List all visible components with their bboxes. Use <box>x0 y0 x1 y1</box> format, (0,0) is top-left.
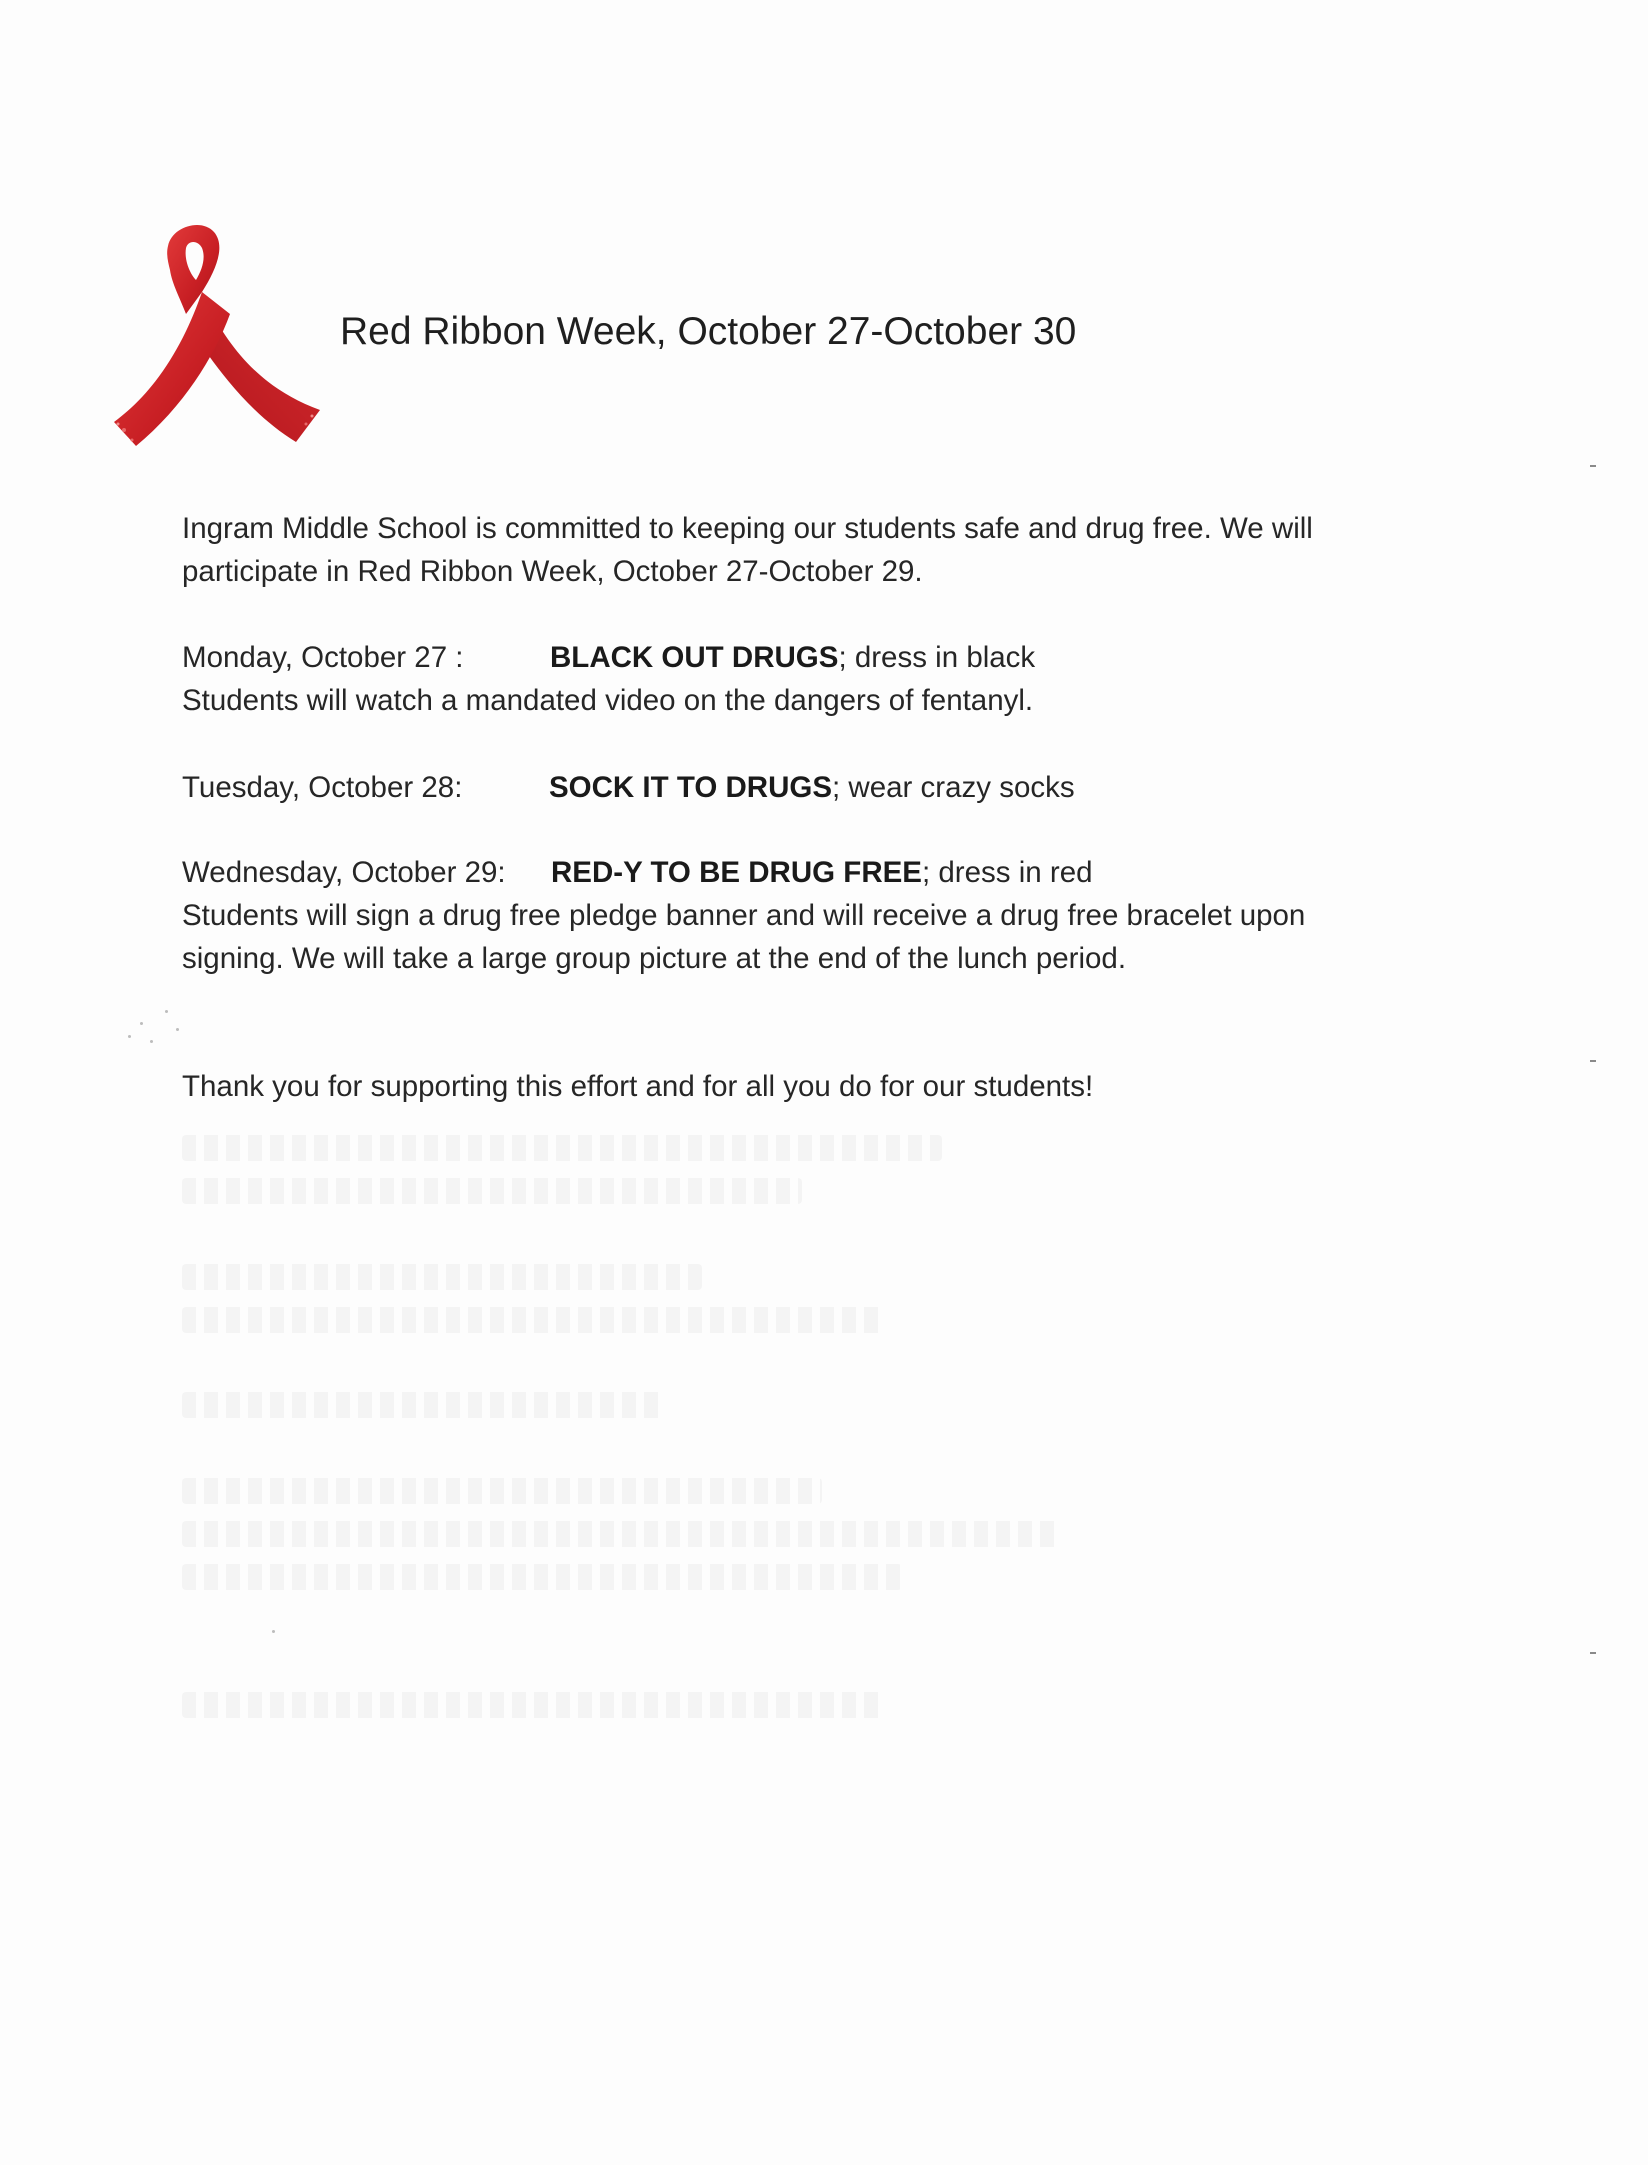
tuesday-row <box>182 766 1452 809</box>
bleed-through-line <box>182 1392 662 1418</box>
monday-section <box>182 636 1452 722</box>
intro-line-2: participate in Red Ribbon Week, October 27-October 29. <box>182 555 923 588</box>
scan-mark <box>1590 465 1596 467</box>
tuesday-section <box>182 766 1452 809</box>
bleed-through-line <box>182 1178 802 1204</box>
wednesday-note-2: signing. We will take a large group picture at the end of the lunch period. <box>182 942 1127 975</box>
monday-theme: BLACK OUT DRUGS <box>550 641 839 674</box>
wednesday-detail: ; dress in red <box>921 856 1093 889</box>
wednesday-row <box>182 851 1452 894</box>
wednesday-theme: RED-Y TO BE DRUG FREE <box>551 856 922 889</box>
bleed-through-line <box>182 1307 882 1333</box>
bleed-through-line <box>182 1478 822 1504</box>
bleed-through-line <box>182 1135 942 1161</box>
monday-label: Monday, October 27 : <box>182 641 464 674</box>
monday-row <box>182 636 1452 679</box>
tuesday-label: Tuesday, October 28: <box>182 771 463 804</box>
closing-thanks: Thank you for supporting this effort and for all you do for our students! <box>182 1070 1094 1103</box>
wednesday-label: Wednesday, October 29: <box>182 856 506 889</box>
page-title: Red Ribbon Week, October 27-October 30 <box>340 310 1077 353</box>
scan-speck <box>140 1022 143 1025</box>
scan-speck <box>272 1630 275 1633</box>
scan-speck <box>128 1035 131 1038</box>
intro-line-1: Ingram Middle School is committed to keeping our students safe and drug free. We will <box>182 512 1313 545</box>
bleed-through-line <box>182 1692 882 1718</box>
tuesday-detail: ; wear crazy socks <box>832 771 1075 804</box>
intro-paragraph <box>182 507 1452 593</box>
scan-speck <box>176 1028 179 1031</box>
wednesday-note-1: Students will sign a drug free pledge banner and will receive a drug free bracelet upon <box>182 899 1306 932</box>
red-ribbon-icon <box>110 218 325 450</box>
bleed-through-line <box>182 1564 902 1590</box>
scan-speck <box>150 1040 153 1043</box>
scan-mark <box>1590 1060 1596 1062</box>
bleed-through-line <box>182 1521 1062 1547</box>
scan-speck <box>165 1010 168 1013</box>
tuesday-theme: SOCK IT TO DRUGS <box>549 771 833 804</box>
wednesday-section <box>182 851 1452 980</box>
monday-note: Students will watch a mandated video on the dangers of fentanyl. <box>182 684 1034 717</box>
scan-mark <box>1590 1652 1596 1654</box>
monday-detail: ; dress in black <box>838 641 1036 674</box>
bleed-through-line <box>182 1264 702 1290</box>
